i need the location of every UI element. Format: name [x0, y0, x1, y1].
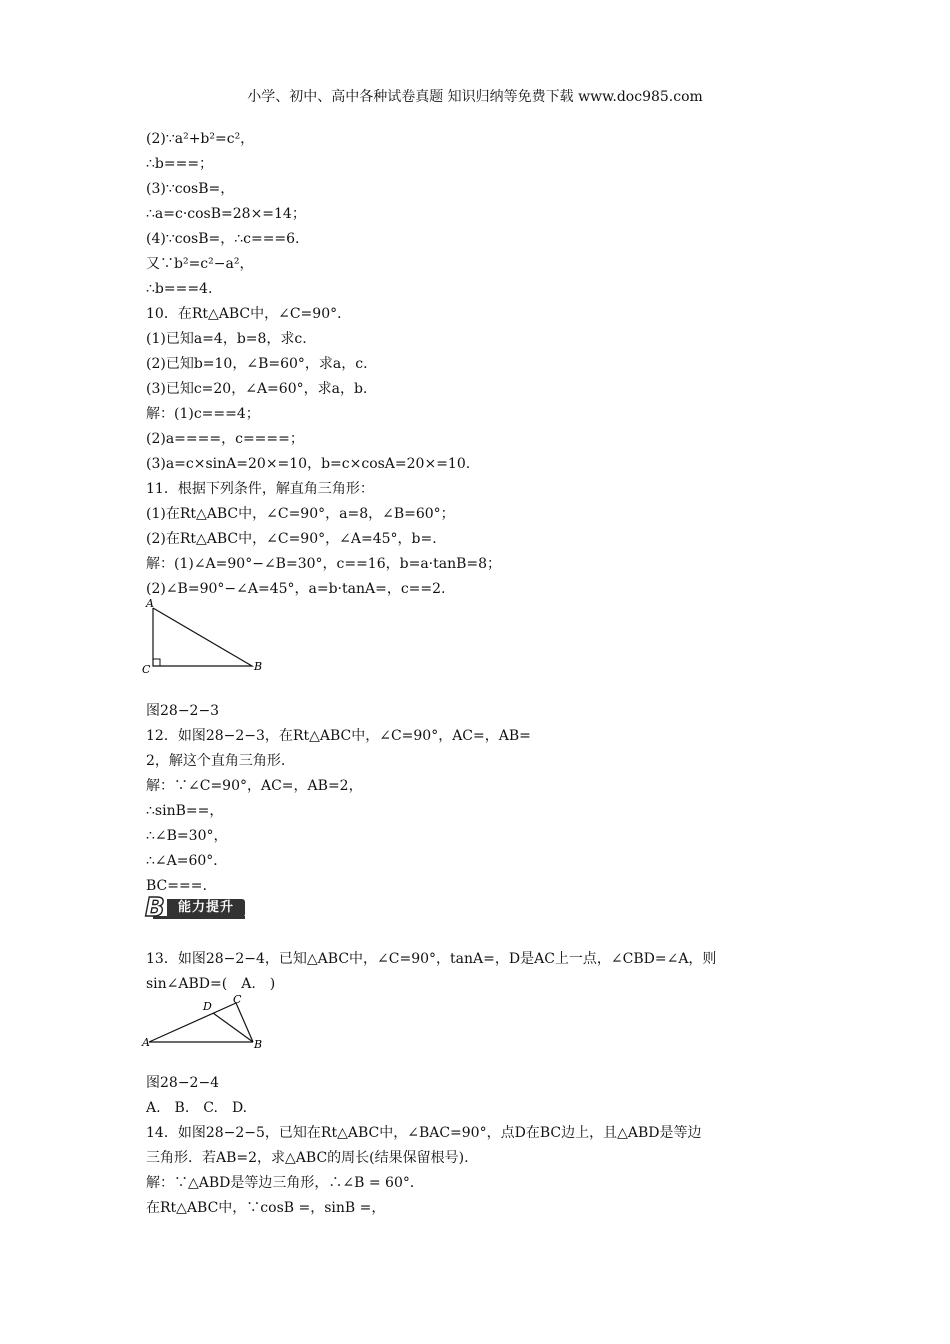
text-line: ∴sinB==， [146, 803, 224, 819]
text-line: (3)已知c=20，∠A=60°，求a，b. [146, 381, 368, 397]
vertex-label-b: B [254, 660, 263, 673]
section-badge [145, 893, 245, 923]
question-11: 11．根据下列条件，解直角三角形： [146, 481, 374, 497]
vertex-label-a: A [142, 1036, 150, 1049]
question-14: 14．如图28−2−5，已知在Rt△ABC中，∠BAC=90°，点D在BC边上，且△ABD是等边 [146, 1125, 702, 1141]
vertex-label-d: D [203, 1000, 212, 1013]
text-line: 三角形．若AB=2，求△ABC的周长(结果保留根号). [146, 1150, 469, 1166]
question-10: 10．在Rt△ABC中，∠C=90°． [146, 306, 352, 322]
vertex-label-a: A [146, 597, 154, 610]
text-line: (2)已知b=10，∠B=60°，求a，c. [146, 356, 368, 372]
answer-options: A. B. C. D. [146, 1100, 248, 1116]
text-line: ∴a=c·cosB=28×=14； [146, 206, 306, 222]
text-line: ∴b===4. [146, 281, 213, 297]
text-line: (2)∠B=90°−∠A=45°，a=b·tanA=，c==2. [146, 581, 446, 597]
badge-letter: B [145, 893, 165, 923]
text-line: 解：∵△ABD是等边三角形，∴∠B = 60°． [146, 1175, 424, 1191]
triangle-figure-28-2-4 [140, 992, 270, 1052]
question-12: 12．如图28−2−3，在Rt△ABC中，∠C=90°，AC=，AB= [146, 728, 531, 744]
figure-caption: 图28−2−4 [146, 1075, 220, 1091]
text-line: 又∵b²=c²−a²， [146, 256, 254, 272]
figure-caption: 图28−2−3 [146, 703, 220, 719]
triangle-figure-28-2-3 [140, 596, 270, 678]
text-line: (2)在Rt△ABC中，∠C=90°，∠A=45°，b=. [146, 531, 437, 547]
text-line: (1)已知a=4，b=8，求c. [146, 331, 307, 347]
text-line: (1)在Rt△ABC中，∠C=90°，a=8，∠B=60°； [146, 506, 455, 522]
text-line: ∴b===； [146, 156, 214, 172]
text-line: BC===. [146, 878, 207, 894]
text-line: sin∠ABD=( A. ) [146, 976, 276, 992]
text-line: ∴∠A=60°． [146, 853, 228, 869]
text-line: (4)∵cosB=，∴c===6. [146, 231, 300, 247]
text-line: (2)a====，c====； [146, 431, 304, 447]
text-line: 在Rt△ABC中，∵cosB =，sinB =， [146, 1200, 386, 1216]
page-header: 小学、初中、高中各种试卷真题 知识归纳等免费下载 www.doc985.com [247, 89, 703, 105]
text-line: 解：(1)∠A=90°−∠B=30°，c==16，b=a·tanB=8； [146, 556, 502, 572]
text-line: 解：∵∠C=90°，AC=，AB=2， [146, 778, 363, 794]
text-line: (3)∵cosB=， [146, 181, 235, 197]
text-line: 2，解这个直角三角形. [146, 753, 286, 769]
question-13: 13．如图28−2−4，已知△ABC中，∠C=90°，tanA=，D是AC上一点，∠CBD=∠A，则 [146, 951, 717, 967]
text-line: (2)∵a²+b²=c²， [146, 131, 255, 147]
text-line: (3)a=c×sinA=20×=10，b=c×cosA=20×=10. [146, 456, 471, 472]
text-line: ∴∠B=30°， [146, 828, 228, 844]
vertex-label-b: B [254, 1038, 263, 1051]
text-line: 解：(1)c===4； [146, 406, 260, 422]
badge-text: 能力提升 [167, 899, 245, 917]
vertex-label-c: C [142, 663, 151, 676]
vertex-label-c: C [233, 993, 242, 1006]
